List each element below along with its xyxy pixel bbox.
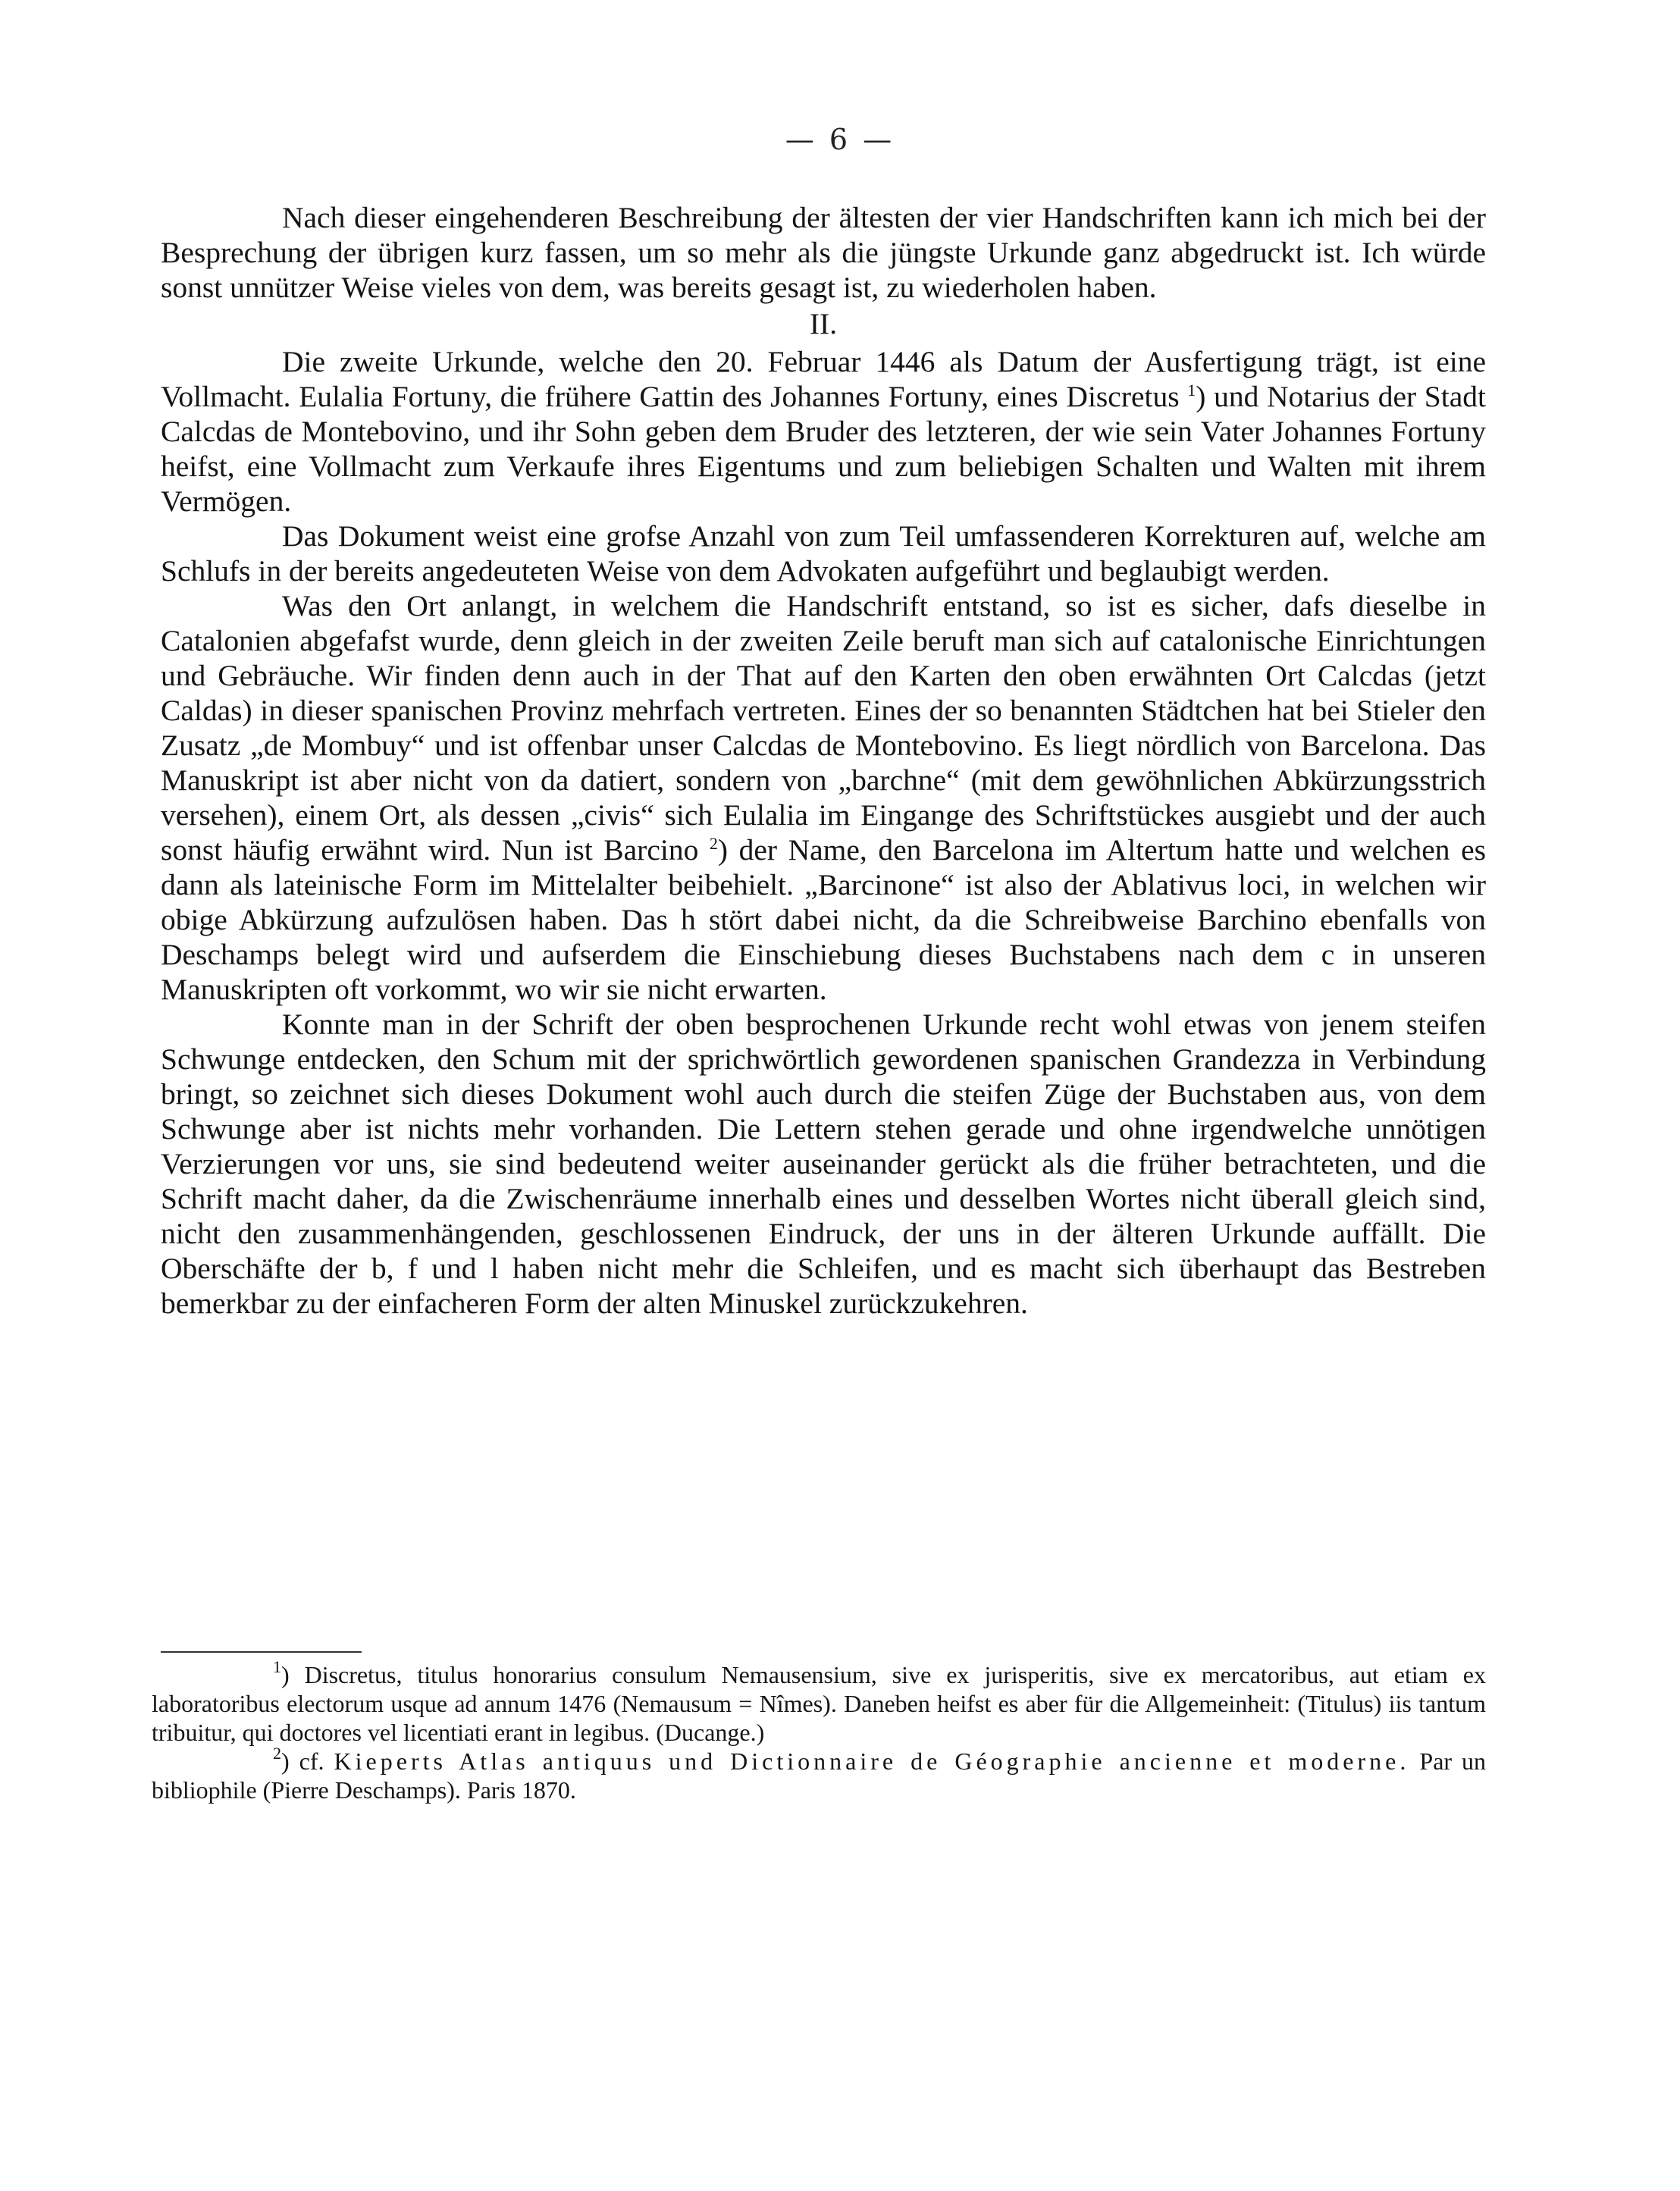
- paragraph-ort: [161, 588, 1486, 1007]
- footnote-2-mark: 2: [273, 1744, 281, 1763]
- footnote-2-prefix: ) cf.: [281, 1747, 324, 1775]
- footnote-2-suffix: Par un bibliophile (Pierre Deschamps). Paris 1870.: [152, 1747, 1487, 1804]
- paragraph-schrift: Konnte man in der Schrift der oben besprochenen Urkunde recht wohl etwas von jenem steifen Schwunge entdecken, den Schum mit der sprichwörtlich gewordenen spanischen Grandezza in Verbindung bringt, so zeichnet sich dieses Dokument wohl auch durch die steifen Züge der Buchstaben aus, von dem Schwunge aber ist nichts mehr vorhanden. Die Lettern stehen gerade und ohne irgendwelche unnötigen Verzierungen vor uns, sie sind bedeutend weiter auseinander gerückt als die früher betrachteten, und die Schrift macht daher, da die Zwischenräume innerhalb eines und desselben Wortes nicht überall gleich sind, nicht den zusammenhängenden, geschlossenen Eindruck, der uns in der älteren Urkunde auffällt. Die Oberschäfte der b, f und l haben nicht mehr die Schleifen, und es macht sich überhaupt das Bestreben bemerkbar zu der einfacheren Form der alten Minuskel zurückzukehren.: [161, 1008, 1486, 1320]
- footnote-ref-1[interactable]: 1: [1187, 381, 1196, 400]
- main-text: [161, 200, 1486, 1321]
- section-heading: II.: [809, 307, 838, 340]
- footnote-2-title: Kieperts Atlas antiquus und Dictionnaire de Géographie ancienne et moderne.: [334, 1747, 1410, 1775]
- footnotes: [152, 1657, 1487, 1804]
- paragraph-ort-text-b: ) der Name, den Barcelona im Altertum hatte und welchen es dann als lateinische Form im Mittelalter beibehielt. „Barcinone“ ist also der Ablativus loci, in welchen wir obige Abkürzung aufzulösen haben. Das h stört dabei nicht, da die Schreibweise Barchino ebenfalls von Deschamps belegt wird und aufserdem die Einschiebung dieses Buchstabens nach dem c in unseren Manuskripten oft vorkommt, wo wir sie nicht erwarten.: [161, 833, 1487, 1006]
- paragraph-vollmacht: [161, 344, 1486, 519]
- paragraph-intro: Nach dieser eingehenderen Beschreibung der ältesten der vier Handschriften kann ich mich bei der Besprechung der übrigen kurz fassen, um so mehr als die jüngste Urkunde ganz abgedruckt ist. Ich würde sonst unnützer Weise vieles von dem, was bereits gesagt ist, zu wiederholen haben.: [161, 201, 1486, 304]
- paragraph-ort-text-a: Was den Ort anlangt, in welchem die Handschrift entstand, so ist es sicher, dafs dieselbe in Catalonien abgefafst wurde, denn gleich in der zweiten Zeile beruft man sich auf catalonische Einrichtungen und Gebräuche. Wir finden denn auch in der That auf den Karten den oben erwähnten Ort Calcdas (jetzt Caldas) in dieser spanischen Provinz mehrfach vertreten. Eines der so benannten Städtchen hat bei Stieler den Zusatz „de Mombuy“ und ist offenbar unser Calcdas de Montebovino. Es liegt nördlich von Barcelona. Das Manuskript ist aber nicht von da datiert, sondern von „barchne“ (mit dem gewöhnlichen Abkürzungsstrich versehen), einem Ort, als dessen „civis“ sich Eulalia im Eingange des Schriftstückes ausgiebt und der auch sonst häufig erwähnt wird. Nun ist Barcino: [161, 589, 1486, 867]
- paragraph-korrekturen: Das Dokument weist eine grofse Anzahl von zum Teil umfassenderen Korrekturen auf, welche am Schlufs in der bereits angedeuteten Weise von dem Advokaten aufgeführt und beglaubigt werden.: [161, 519, 1486, 588]
- paragraph-vollmacht-text-b: ) und Notarius der Stadt Calcdas de Montebovino, und ihr Sohn geben dem Bruder des letzteren, der wie sein Vater Johannes Fortuny heifst, eine Vollmacht zum Verkaufe ihres Eigentums und zum beliebigen Schalten und Walten mit ihrem Vermögen.: [161, 380, 1487, 518]
- footnote-divider: [161, 1651, 362, 1653]
- footnote-ref-2[interactable]: 2: [709, 834, 718, 853]
- footnote-1-text: ) Discretus, titulus honorarius consulum Nemausensium, sive ex jurisperitis, sive ex mercatoribus, aut etiam ex laboratoribus electorum usque ad annum 1476 (Nemausum = Nîmes). Daneben heifst es aber für die Allgemeinheit: (Titulus) iis tantum tribuitur, qui doctores vel licentiati erant in legibus. (Ducange.): [152, 1661, 1486, 1746]
- footnote-1-mark: 1: [273, 1657, 281, 1676]
- page-number: — 6 —: [785, 123, 895, 156]
- footnote-2: [152, 1744, 1487, 1804]
- paragraph-vollmacht-text-a: Die zweite Urkunde, welche den 20. Februar 1446 als Datum der Ausfertigung trägt, ist eine Vollmacht. Eulalia Fortuny, die frühere Gattin des Johannes Fortuny, eines Discretus: [161, 345, 1486, 413]
- footnote-1: [152, 1657, 1486, 1747]
